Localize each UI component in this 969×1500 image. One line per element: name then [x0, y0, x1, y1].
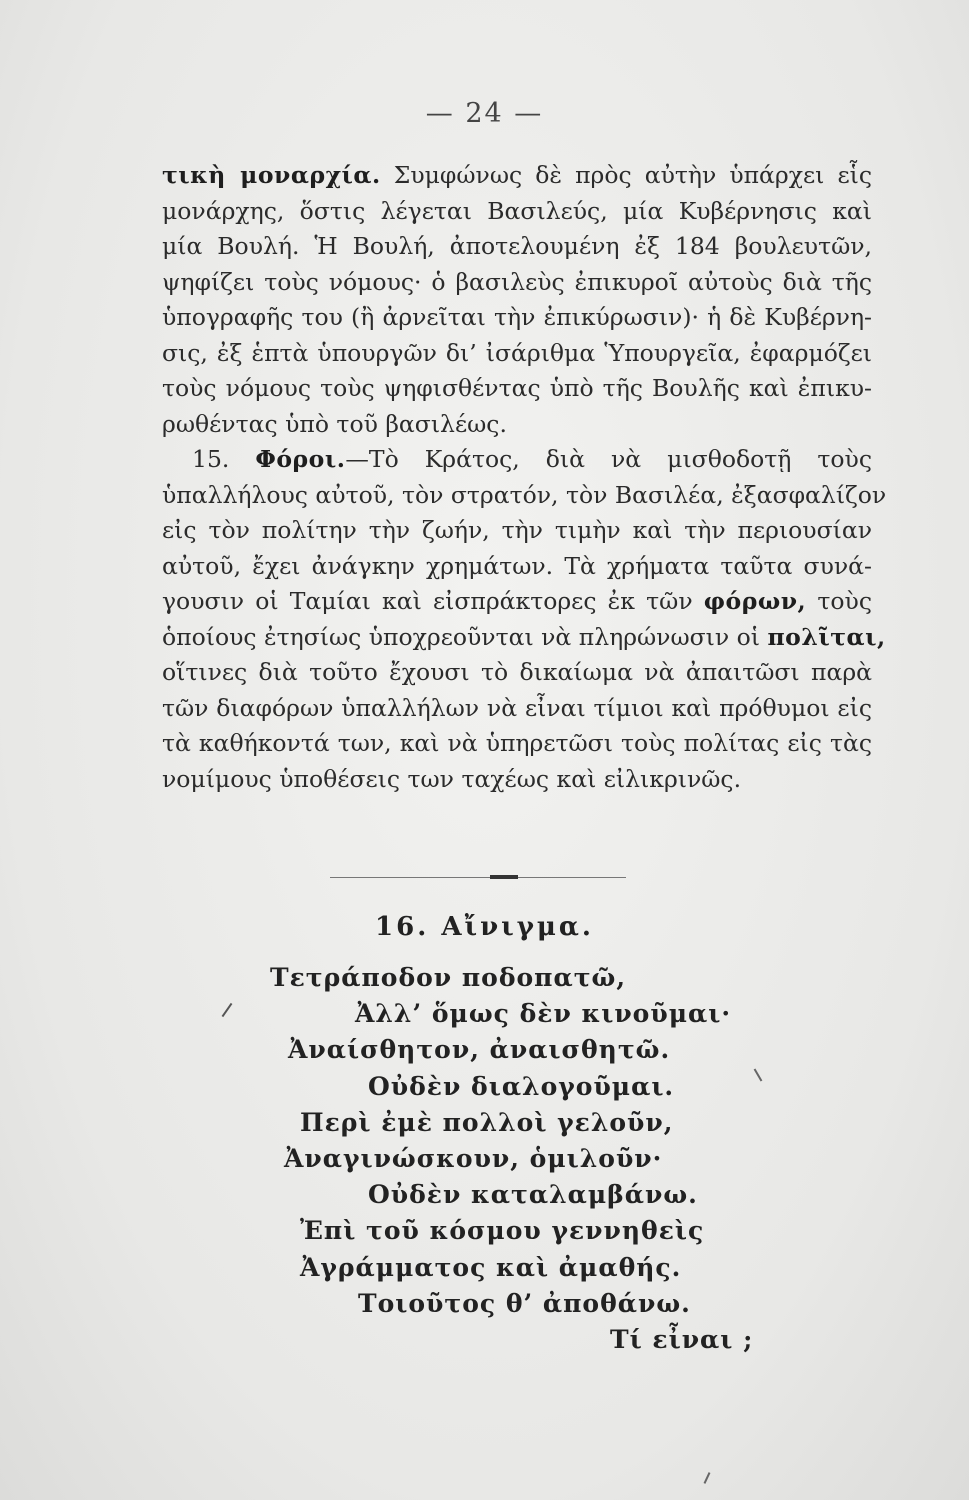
- poem-line: Ἀγράμματος καὶ ἀμαθής.: [300, 1252, 682, 1282]
- prose-line: ρωθέντας ὑπὸ τοῦ βασιλέως.: [162, 409, 507, 438]
- line-text: γουσιν οἱ Ταμίαι καὶ εἰσπράκτορες ἐκ τῶν: [162, 587, 704, 615]
- line-text: Συμφώνως δὲ πρὸς αὐτὴν ὑπάρχει εἷς: [380, 161, 872, 189]
- poem-line: Οὐδὲν καταλαμβάνω.: [368, 1180, 698, 1210]
- poem-line: Οὐδὲν διαλογοῦμαι.: [368, 1071, 675, 1101]
- poem-line: Περὶ ἐμὲ πολλοὶ γελοῦν,: [300, 1107, 674, 1137]
- bold-word: φόρων,: [703, 587, 807, 615]
- poem-line: Τετράποδον ποδοπατῶ,: [270, 963, 627, 992]
- bold-phrase: τικὴ μοναρχία.: [162, 161, 381, 189]
- pencil-mark: [222, 1003, 233, 1017]
- prose-line: [162, 620, 886, 656]
- prose-line: μία Βουλή. Ἡ Βουλή, ἀποτελουμένη ἐξ 184 βουλευτῶν,: [162, 232, 872, 260]
- poem-line: Τί εἶναι ;: [610, 1325, 754, 1355]
- section-divider: [330, 877, 626, 878]
- prose-line: μονάρχης, ὅστις λέγεται Βασιλεύς, μία Κυβέρνησις καὶ: [162, 196, 872, 225]
- riddle-title: 16. Αἴνιγμα.: [375, 912, 594, 942]
- poem-line: Τοιοῦτος θ’ ἀποθάνω.: [358, 1288, 691, 1318]
- prose-line: τῶν διαφόρων ὑπαλλήλων νὰ εἶναι τίμιοι καὶ πρόθυμοι εἰς: [162, 693, 872, 722]
- line-text: —Τὸ Κράτος, διὰ νὰ μισθοδοτῇ τοὺς: [345, 445, 872, 473]
- section-title: Φόροι.: [255, 445, 346, 473]
- prose-line: νομίμους ὑποθέσεις των ταχέως καὶ εἰλικρινῶς.: [162, 764, 742, 793]
- prose-line: εἰς τὸν πολίτην τὴν ζωήν, τὴν τιμὴν καὶ τὴν περιουσίαν: [162, 516, 872, 544]
- poem-line: Ἀναίσθητον, ἀναισθητῶ.: [288, 1035, 671, 1065]
- line-text: τοὺς: [806, 587, 872, 615]
- prose-line: αὐτοῦ, ἔχει ἀνάγκην χρημάτων. Τὰ χρήματα ταῦτα συνά-: [162, 551, 872, 580]
- page-number: — 24 —: [425, 98, 544, 129]
- riddle-poem: [270, 960, 830, 1358]
- prose-block: [162, 158, 887, 797]
- pencil-mark: [704, 1472, 711, 1484]
- prose-line: [162, 584, 872, 620]
- poem-line: Ἐπὶ τοῦ κόσμου γεννηθεὶς: [300, 1216, 705, 1246]
- poem-line: Ἀλλ’ ὅμως δὲν κινοῦμαι·: [355, 999, 732, 1029]
- section-number: 15.: [192, 445, 230, 473]
- prose-line: τοὺς νόμους τοὺς ψηφισθέντας ὑπὸ τῆς Βουλῆς καὶ ἐπικυ-: [162, 374, 872, 402]
- bold-word: πολῖται,: [767, 622, 886, 651]
- prose-line: [162, 158, 872, 194]
- section-heading-line: [162, 442, 872, 478]
- prose-line: ὑπαλλήλους αὐτοῦ, τὸν στρατόν, τὸν Βασιλέα, ἐξασφαλίζον: [162, 480, 887, 509]
- poem-line: Ἀναγινώσκουν, ὁμιλοῦν·: [284, 1144, 663, 1174]
- prose-line: οἵτινες διὰ τοῦτο ἔχουσι τὸ δικαίωμα νὰ ἀπαιτῶσι παρὰ: [162, 658, 872, 686]
- prose-line: σις, ἐξ ἑπτὰ ὑπουργῶν δι’ ἰσάριθμα Ὑπουργεῖα, ἐφαρμόζει: [162, 338, 872, 367]
- line-text: ὁποίους ἐτησίως ὑποχρεοῦνται νὰ πληρώνωσιν οἱ: [162, 622, 768, 651]
- prose-line: ὑπογραφῆς του (ἢ ἀρνεῖται τὴν ἐπικύρωσιν)· ἡ δὲ Κυβέρνη-: [162, 303, 872, 331]
- prose-line: τὰ καθήκοντά των, καὶ νὰ ὑπηρετῶσι τοὺς πολίτας εἰς τὰς: [162, 729, 872, 757]
- prose-line: ψηφίζει τοὺς νόμους· ὁ βασιλεὺς ἐπικυροῖ αὐτοὺς διὰ τῆς: [162, 267, 872, 296]
